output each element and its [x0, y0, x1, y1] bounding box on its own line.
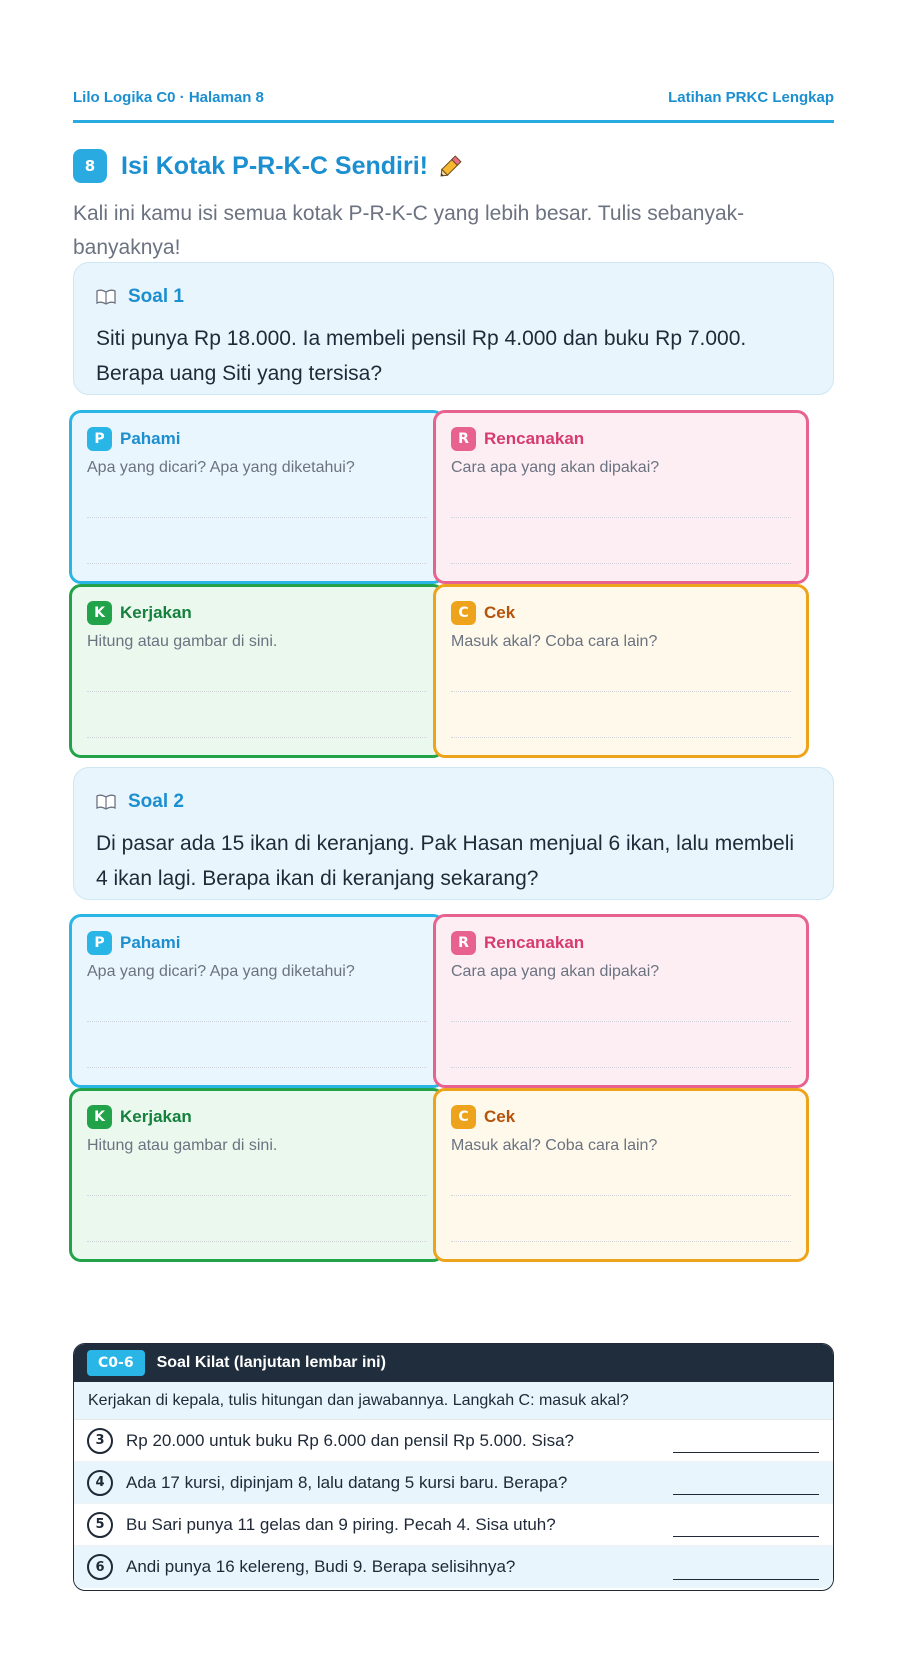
card-name: Kerjakan [120, 1107, 192, 1126]
writing-line [87, 691, 427, 692]
writing-line [87, 517, 427, 518]
book-icon [96, 794, 116, 810]
book-icon [96, 289, 116, 305]
writing-line [87, 1195, 427, 1196]
header-right-text: Latihan PRKC Lengkap [668, 89, 834, 106]
letter-c-badge: C [451, 1105, 476, 1129]
card-kerjakan-2[interactable] [69, 1088, 445, 1262]
letter-c-badge: C [451, 601, 476, 625]
card-cek-1[interactable] [433, 584, 809, 758]
soal-kilat-instruction: Kerjakan di kepala, tulis hitungan dan jawabannya. Langkah C: masuk akal? [74, 1382, 833, 1420]
letter-k-badge: K [87, 601, 112, 625]
writing-line [451, 517, 791, 518]
card-prompt: Masuk akal? Coba cara lain? [451, 1137, 658, 1154]
card-kerjakan-1[interactable] [69, 584, 445, 758]
writing-line [87, 1241, 427, 1242]
card-name: Cek [484, 1107, 516, 1126]
section-title: Isi Kotak P-R-K-C Sendiri! [121, 151, 428, 180]
soal-kilat-item [74, 1546, 833, 1588]
item-text: Rp 20.000 untuk buku Rp 6.000 dan pensil Rp 5.000. Sisa? [126, 1430, 574, 1450]
writing-line [451, 1021, 791, 1022]
soal-kilat-title: Soal Kilat (lanjutan lembar ini) [156, 1354, 386, 1371]
answer-line[interactable] [673, 1494, 819, 1495]
card-prompt: Cara apa yang akan dipakai? [451, 963, 660, 980]
soal-text: Di pasar ada 15 ikan di keranjang. Pak Hasan menjual 6 ikan, lalu membeli 4 ikan lagi. Berapa ikan di keranjang sekarang? [96, 832, 795, 890]
soal-kilat-tag: C0-6 [87, 1350, 145, 1376]
letter-r-badge: R [451, 931, 476, 955]
writing-line [451, 1067, 791, 1068]
card-prompt: Cara apa yang akan dipakai? [451, 459, 660, 476]
writing-line [87, 563, 427, 564]
soal-box-1 [73, 262, 834, 395]
card-prompt: Masuk akal? Coba cara lain? [451, 633, 658, 650]
writing-line [451, 691, 791, 692]
card-rencanakan-2[interactable] [433, 914, 809, 1088]
card-name: Kerjakan [120, 603, 192, 622]
writing-line [87, 737, 427, 738]
item-number-badge: 6 [87, 1554, 113, 1580]
writing-line [87, 1067, 427, 1068]
section-title-row [73, 148, 466, 184]
item-text: Bu Sari punya 11 gelas dan 9 piring. Pecah 4. Sisa utuh? [126, 1514, 556, 1534]
answer-line[interactable] [673, 1579, 819, 1580]
section-number-badge: 8 [73, 149, 107, 183]
soal-kilat-item [74, 1504, 833, 1546]
item-number-badge: 3 [87, 1428, 113, 1454]
writing-line [451, 737, 791, 738]
card-name: Rencanakan [484, 429, 585, 448]
letter-r-badge: R [451, 427, 476, 451]
item-number-badge: 5 [87, 1512, 113, 1538]
header-left-text: Lilo Logika C0 · Halaman 8 [73, 89, 264, 106]
card-pahami-2[interactable] [69, 914, 445, 1088]
card-name: Pahami [120, 933, 181, 952]
item-text: Andi punya 16 kelereng, Budi 9. Berapa selisihnya? [126, 1557, 516, 1576]
soal-label: Soal 2 [128, 791, 184, 812]
card-prompt: Apa yang dicari? Apa yang diketahui? [87, 459, 355, 476]
page-header [73, 89, 834, 123]
letter-k-badge: K [87, 1105, 112, 1129]
soal-kilat-item [74, 1462, 833, 1504]
card-cek-2[interactable] [433, 1088, 809, 1262]
soal-text: Siti punya Rp 18.000. Ia membeli pensil Rp 4.000 dan buku Rp 7.000. Berapa uang Siti yang tersisa? [96, 327, 747, 385]
card-name: Rencanakan [484, 933, 585, 952]
pencil-icon [436, 151, 466, 181]
writing-line [451, 563, 791, 564]
soal-box-2 [73, 767, 834, 900]
card-prompt: Hitung atau gambar di sini. [87, 1137, 278, 1154]
answer-line[interactable] [673, 1452, 819, 1453]
writing-line [451, 1241, 791, 1242]
writing-line [451, 1195, 791, 1196]
soal-kilat-panel [73, 1343, 834, 1591]
writing-line [87, 1021, 427, 1022]
section-intro: Kali ini kamu isi semua kotak P-R-K-C yang lebih besar. Tulis sebanyak-banyaknya! [73, 202, 745, 259]
item-text: Ada 17 kursi, dipinjam 8, lalu datang 5 kursi baru. Berapa? [126, 1472, 568, 1492]
soal-kilat-header [74, 1344, 833, 1382]
card-prompt: Hitung atau gambar di sini. [87, 633, 278, 650]
soal-label: Soal 1 [128, 286, 184, 307]
card-prompt: Apa yang dicari? Apa yang diketahui? [87, 963, 355, 980]
letter-p-badge: P [87, 427, 112, 451]
card-rencanakan-1[interactable] [433, 410, 809, 584]
answer-line[interactable] [673, 1536, 819, 1537]
item-number-badge: 4 [87, 1470, 113, 1496]
card-pahami-1[interactable] [69, 410, 445, 584]
card-name: Pahami [120, 429, 181, 448]
letter-p-badge: P [87, 931, 112, 955]
soal-kilat-item [74, 1420, 833, 1462]
card-name: Cek [484, 603, 516, 622]
